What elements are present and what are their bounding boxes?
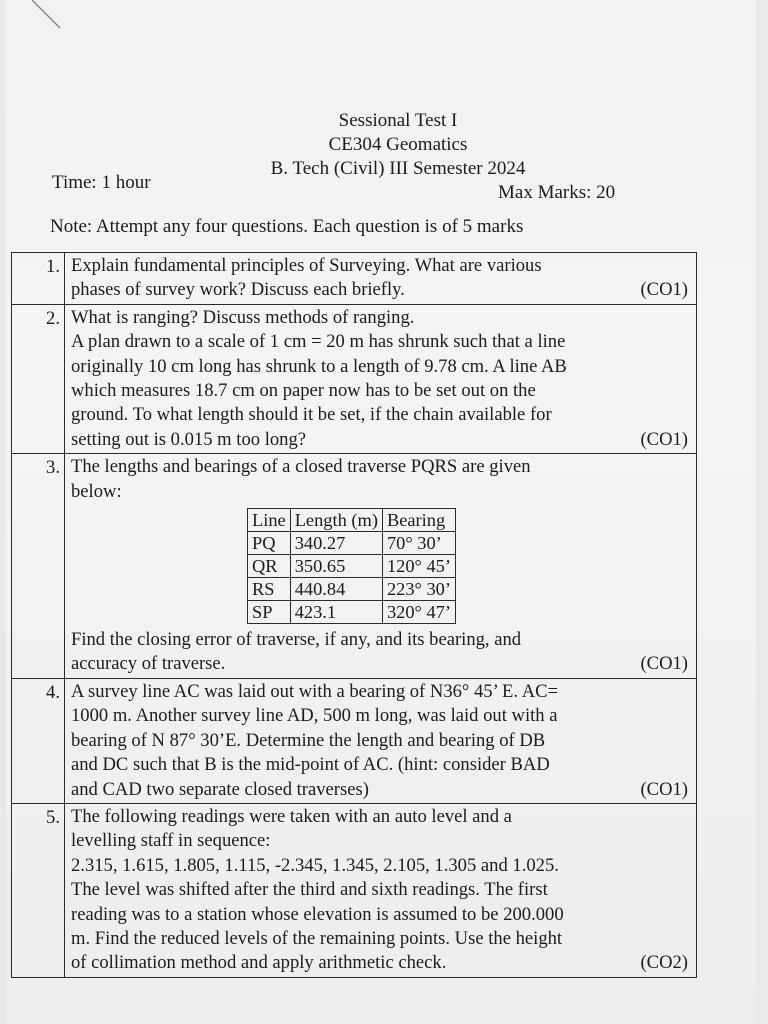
question-line: ground. To what length should it be set, if the chain available for — [71, 404, 552, 426]
question-number: 1. — [12, 253, 65, 305]
max-marks-label: Max Marks: 20 — [498, 182, 616, 203]
question-text — [65, 304, 697, 453]
question-number: 2. — [12, 304, 65, 453]
table-cell: SP — [248, 601, 291, 624]
question-line — [71, 278, 690, 302]
question-line — [71, 951, 690, 975]
question-line — [71, 428, 690, 452]
question-line-text: of collimation method and apply arithmetic check. — [71, 952, 447, 974]
question-line: The lengths and bearings of a closed traverse PQRS are given — [71, 456, 531, 478]
course-outcome: (CO1) — [640, 279, 688, 301]
question-text — [65, 454, 697, 679]
table-cell: 423.1 — [290, 601, 382, 624]
course-title: CE304 Geomatics — [328, 134, 468, 155]
question-line: levelling staff in sequence: — [71, 830, 271, 852]
question-line: 2.315, 1.615, 1.805, 1.115, -2.345, 1.345, 2.105, 1.305 and 1.025. — [71, 854, 559, 876]
question-text — [65, 253, 697, 305]
question-row — [12, 304, 697, 453]
question-row — [12, 803, 697, 977]
time-label: Time: 1 hour — [52, 172, 151, 193]
question-line: The following readings were taken with an auto level and a — [71, 805, 512, 827]
question-text — [65, 803, 697, 977]
course-outcome: (CO1) — [640, 653, 688, 675]
question-number: 4. — [12, 678, 65, 803]
table-cell: RS — [248, 578, 291, 601]
program-title: B. Tech (Civil) III Semester 2024 — [270, 158, 526, 179]
pen-stroke — [30, 0, 80, 30]
question-line-text: and CAD two separate closed traverses) — [71, 778, 369, 800]
question-line: originally 10 cm long has shrunk to a length of 9.78 cm. A line AB — [71, 355, 567, 377]
table-row — [248, 601, 456, 624]
table-cell: 223° 30’ — [382, 578, 455, 601]
table-cell: PQ — [248, 532, 291, 555]
table-cell: 70° 30’ — [382, 532, 455, 555]
question-line: below: — [71, 480, 122, 502]
question-line: m. Find the reduced levels of the remaining points. Use the height — [71, 927, 563, 949]
column-header: Bearing — [382, 509, 455, 532]
question-line: and DC such that B is the mid-point of AC. (hint: consider BAD — [71, 754, 550, 776]
table-row — [248, 555, 456, 578]
table-cell: 440.84 — [290, 578, 382, 601]
question-line: A survey line AC was laid out with a bearing of N36° 45’ E. AC= — [71, 680, 559, 702]
question-line: reading was to a station whose elevation is assumed to be 200.000 — [71, 903, 564, 925]
question-line: 1000 m. Another survey line AD, 500 m long, was laid out with a — [71, 705, 558, 727]
question-line — [71, 778, 690, 802]
question-line: Find the closing error of traverse, if any, and its bearing, and — [71, 629, 522, 651]
question-row — [12, 678, 697, 803]
question-line: The level was shifted after the third and sixth readings. The first — [71, 879, 548, 901]
question-text — [65, 678, 697, 803]
question-number: 3. — [12, 454, 65, 679]
traverse-table — [247, 508, 456, 624]
course-outcome: (CO2) — [640, 952, 688, 974]
table-cell: 340.27 — [290, 532, 382, 555]
column-header: Length (m) — [290, 509, 382, 532]
table-row — [248, 578, 456, 601]
table-cell: QR — [248, 555, 291, 578]
question-line: What is ranging? Discuss methods of ranging. — [71, 306, 415, 328]
course-outcome: (CO1) — [640, 428, 688, 450]
question-line-text: phases of survey work? Discuss each briefly. — [71, 279, 405, 301]
table-row — [248, 532, 456, 555]
question-table — [11, 252, 697, 978]
table-cell: 320° 47’ — [382, 601, 455, 624]
question-line: A plan drawn to a scale of 1 cm = 20 m has shrunk such that a line — [71, 331, 566, 353]
question-line: bearing of N 87° 30’E. Determine the length and bearing of DB — [71, 729, 546, 751]
question-row — [12, 454, 697, 679]
question-line: Explain fundamental principles of Surveying. What are various — [71, 255, 542, 276]
column-header: Line — [248, 509, 291, 532]
test-title: Sessional Test I — [338, 110, 458, 131]
course-outcome: (CO1) — [640, 778, 688, 800]
table-cell: 120° 45’ — [382, 555, 455, 578]
question-line-text: accuracy of traverse. — [71, 653, 226, 675]
table-cell: 350.65 — [290, 555, 382, 578]
instructions-note: Note: Attempt any four questions. Each question is of 5 marks — [50, 216, 524, 237]
question-number: 5. — [12, 803, 65, 977]
question-line-text: setting out is 0.015 m too long? — [71, 428, 307, 450]
question-line: which measures 18.7 cm on paper now has to be set out on the — [71, 380, 536, 402]
question-row — [12, 253, 697, 305]
question-line — [71, 652, 690, 676]
